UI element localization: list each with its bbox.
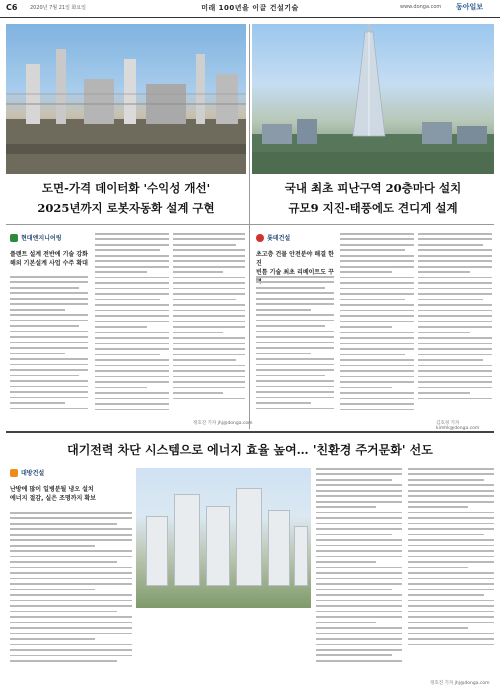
right-headline: [252, 178, 494, 218]
left-headline: [6, 178, 246, 218]
left-headline-line2: 2025년까지 로봇자동화 설계 구현: [37, 201, 215, 215]
right-subhead-2: 빈틈 기술 최초 리베이트도 꾸: [256, 269, 334, 276]
right-headline-line2: 규모9 지진-태풍에도 견디게 설계: [288, 201, 458, 215]
bottom-byline: 정호진 기자 jhj@donga.com: [430, 681, 490, 686]
left-text-col-1: [10, 276, 88, 413]
daebang-mark-icon: [10, 469, 18, 477]
newspaper-logo: 동아일보: [456, 3, 484, 11]
right-subhead-1: 초고층 건물 안전분야 해결 한진: [256, 251, 334, 267]
bottom-subhead-1: 난방에 많이 일병분될 냉오 설치: [10, 486, 94, 493]
left-text-col-3: [173, 233, 245, 403]
lotte-company-name: 롯데건설: [267, 235, 291, 242]
issue-date: 2020년 7월 21일 화요일: [30, 5, 87, 11]
website-link[interactable]: www.donga.com: [400, 4, 442, 10]
left-headline-line1: 도면-가격 데이터화 '수익성 개선': [41, 181, 211, 195]
bottom-text-col-2: [316, 468, 402, 665]
lotte-mark-icon: [256, 234, 264, 242]
hyundai-company-name: 현대엔지니어링: [21, 235, 62, 242]
refinery-illustration: [6, 24, 246, 174]
bottom-text-col-1: [10, 512, 132, 666]
left-text-col-2: [95, 233, 169, 414]
masthead: [0, 0, 500, 18]
apartment-render: [136, 468, 311, 608]
bottom-subhead-2: 에너지 절감, 실은 조명까지 확보: [10, 495, 96, 502]
plant-photo: [6, 24, 246, 174]
daebang-logo: [10, 468, 44, 477]
page-number: C6: [6, 3, 18, 12]
bottom-text-col-3: [408, 468, 494, 649]
bottom-headline: 대기전력 차단 시스템으로 에너지 효율 높여… '친환경 주거문화' 선도: [67, 443, 433, 457]
left-subhead: [10, 250, 90, 268]
right-text-col-3: [418, 233, 492, 403]
hyundai-logo: [10, 233, 62, 242]
daebang-company-name: 대방건설: [21, 470, 45, 477]
right-byline: 김호경 기자 kimhk@donga.com: [436, 421, 480, 431]
right-text-col-1: [256, 276, 334, 413]
bottom-section-rule: [6, 431, 494, 433]
lotte-logo: [256, 233, 290, 242]
left-subhead-1: 플랜트 설계 전반에 기술 강화: [10, 251, 88, 258]
right-text-col-2: [340, 233, 414, 414]
bottom-subhead: [10, 485, 134, 503]
skyscraper-illustration: [252, 24, 494, 174]
left-subhead-2: 해외 기본설계 사업 수주 확대: [10, 260, 88, 267]
hyundai-mark-icon: [10, 234, 18, 242]
right-headline-line1: 국내 최초 피난구역 20층마다 설치: [284, 181, 462, 195]
section-divider: [6, 224, 494, 225]
left-byline: 정호진 기자 jhj@donga.com: [193, 421, 253, 426]
tower-photo: [252, 24, 494, 174]
section-title: 미래 100년을 이끌 건설기술: [201, 4, 299, 12]
column-divider: [249, 24, 250, 429]
